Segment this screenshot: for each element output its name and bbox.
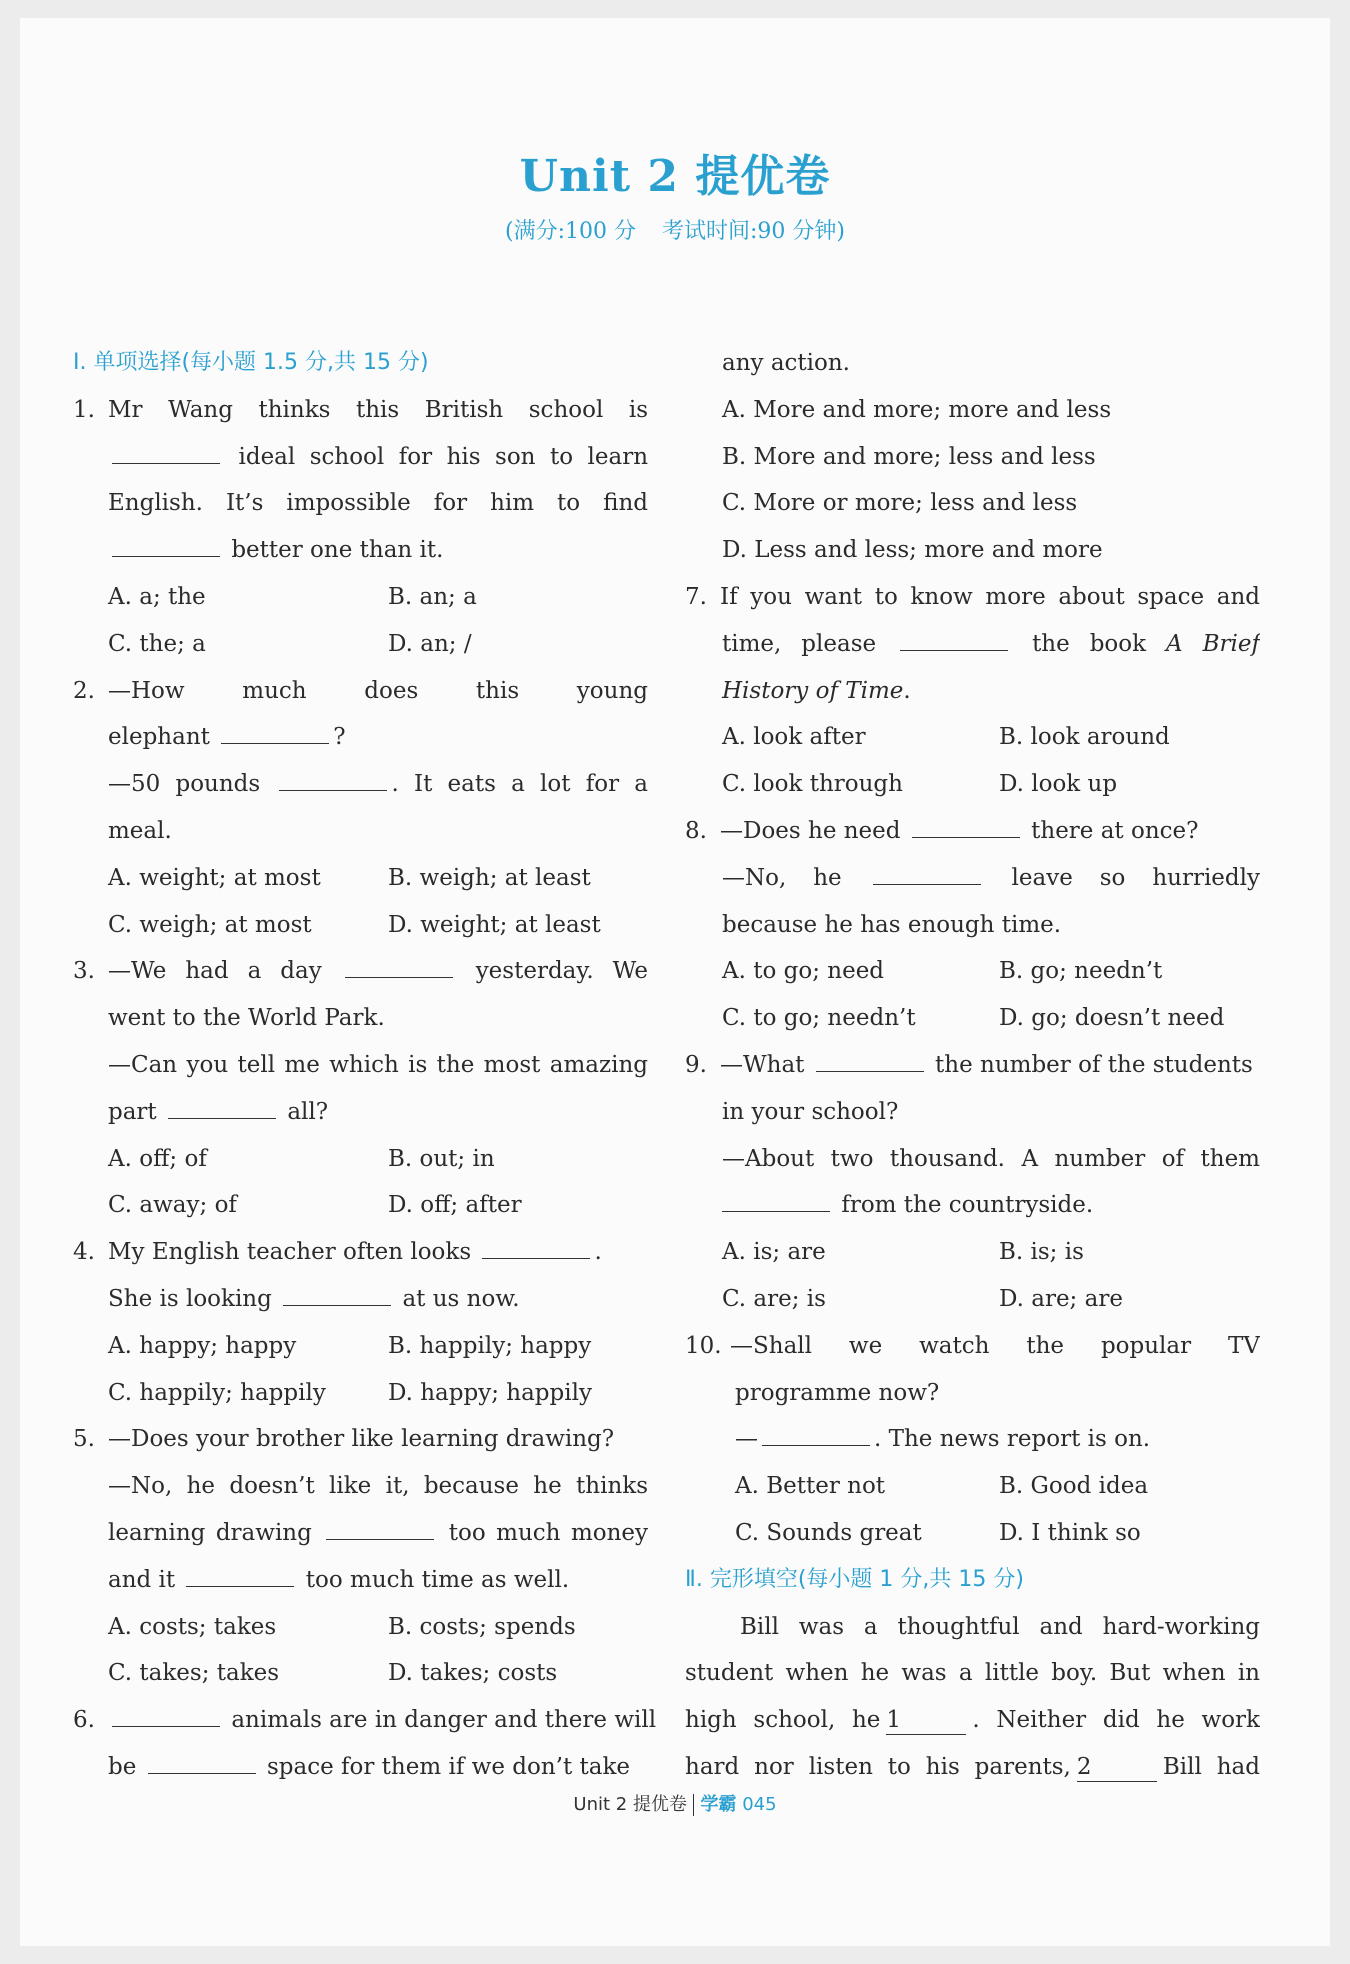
answer-blank[interactable]: [186, 1562, 294, 1587]
title-block: [0, 140, 1350, 245]
option-c[interactable]: C. the; a: [108, 630, 206, 657]
footer-unit: Unit 2 提优卷: [573, 1794, 687, 1815]
answer-blank[interactable]: [345, 953, 453, 978]
section2-heading: Ⅱ. 完形填空(每小题 1 分,共 15 分): [685, 1566, 1024, 1592]
option-b[interactable]: B. Good idea: [999, 1473, 1149, 1500]
answer-blank[interactable]: [112, 1702, 220, 1727]
right-column: [685, 340, 1260, 1791]
question-5: 5. —Does your brother like learning drawing? —No, he doesn’t like it, because he thinks learning drawing too much money and it too much time as well. A. costs; takes B. costs; spends C. takes; takes D. takes; costs: [73, 1416, 648, 1697]
answer-blank[interactable]: [221, 719, 329, 744]
option-c[interactable]: C. look through: [722, 771, 903, 798]
question-8: 8. —Does he need there at once? —No, he leave so hurriedly because he has enough time. A. to go; need B. go; needn’t C. to go; needn’t D. go; doesn’t need: [685, 808, 1260, 1042]
q3-number: 3.: [73, 958, 95, 985]
option-c[interactable]: C. weigh; at most: [108, 911, 312, 938]
exam-info: [0, 214, 1350, 245]
option-d[interactable]: D. weight; at least: [388, 911, 601, 938]
answer-blank[interactable]: [112, 439, 220, 464]
q8-number: 8.: [685, 817, 707, 844]
option-b[interactable]: B. an; a: [388, 583, 477, 610]
option-b[interactable]: B. out; in: [388, 1145, 495, 1172]
option-d[interactable]: D. takes; costs: [388, 1660, 558, 1687]
cloze-blank-1[interactable]: 1: [886, 1706, 966, 1735]
answer-blank[interactable]: [873, 860, 981, 885]
question-1: 1. Mr Wang thinks this British school is ideal school for his son to learn English. It’s impossible for him to find better one than it. A. a; the B. an; a C. the; a D. an; /: [73, 387, 648, 668]
option-a[interactable]: A. a; the: [108, 583, 206, 610]
option-d[interactable]: D. I think so: [999, 1519, 1141, 1546]
option-b[interactable]: B. happily; happy: [388, 1332, 592, 1359]
option-a[interactable]: A. look after: [722, 724, 866, 751]
option-a[interactable]: A. to go; need: [722, 958, 885, 985]
answer-blank[interactable]: [762, 1421, 870, 1446]
footer-divider: [693, 1794, 695, 1816]
question-4: 4. My English teacher often looks . She is looking at us now. A. happy; happy B. happily; happy C. happily; happily D. happy; happily: [73, 1229, 648, 1416]
q6-number: 6.: [73, 1707, 95, 1734]
answer-blank[interactable]: [283, 1281, 391, 1306]
question-7: 7. If you want to know more about space and time, please the book A Brief History of Time. A. look after B. look around C. look through D. look up: [685, 574, 1260, 808]
question-6: 6. animals are in danger and there will be space for them if we don’t take: [73, 1697, 648, 1791]
page-footer: [0, 1790, 1350, 1816]
option-a[interactable]: A. Better not: [735, 1473, 886, 1500]
option-a[interactable]: A. More and more; more and less: [722, 396, 1112, 423]
q1-number: 1.: [73, 396, 95, 423]
cloze-blank-2[interactable]: 2: [1077, 1753, 1157, 1782]
option-d[interactable]: D. an; /: [388, 630, 472, 657]
option-a[interactable]: A. off; of: [108, 1145, 207, 1172]
option-c[interactable]: C. are; is: [722, 1285, 826, 1312]
answer-blank[interactable]: [279, 766, 387, 791]
option-d[interactable]: D. off; after: [388, 1192, 522, 1219]
q2-number: 2.: [73, 677, 95, 704]
option-c[interactable]: C. to go; needn’t: [722, 1005, 916, 1032]
option-b[interactable]: B. is; is: [999, 1239, 1084, 1266]
section1-heading: Ⅰ. 单项选择(每小题 1.5 分,共 15 分): [73, 350, 429, 375]
footer-brand: 学霸: [700, 1794, 737, 1815]
option-d[interactable]: D. are; are: [999, 1285, 1123, 1312]
section2: Ⅱ. 完形填空(每小题 1 分,共 15 分) Bill was a thoughtful and hard-working student when he was a little boy. But when in high school, he 1 . Neither did he work hard nor listen to his parents, 2 Bill had: [685, 1557, 1260, 1791]
q9-number: 9.: [685, 1051, 707, 1078]
answer-blank[interactable]: [900, 626, 1008, 651]
option-c[interactable]: C. takes; takes: [108, 1660, 280, 1687]
page-title: Unit 2 提优卷: [519, 151, 831, 202]
question-10: 10. —Shall we watch the popular TV programme now? — . The news report is on. A. Better not B. Good idea C. Sounds great D. I think so: [685, 1323, 1260, 1557]
exam-time: 考试时间:90 分钟): [662, 219, 845, 244]
question-3: 3. —We had a day yesterday. We went to the World Park. —Can you tell me which is the most amazing part all? A. off; of B. out; in C. away; of D. off; after: [73, 948, 648, 1229]
option-a[interactable]: A. is; are: [722, 1239, 826, 1266]
option-a[interactable]: A. costs; takes: [108, 1613, 277, 1640]
question-6-cont: any action. A. More and more; more and less B. More and more; less and less C. More or more; less and less D. Less and less; more and more: [685, 340, 1260, 574]
full-score: (满分:100 分: [505, 219, 636, 244]
option-c[interactable]: C. More or more; less and less: [722, 490, 1078, 517]
option-b[interactable]: B. More and more; less and less: [722, 443, 1096, 470]
q10-number: 10.: [685, 1332, 722, 1359]
question-2: 2. —How much does this young elephant ? —50 pounds . It eats a lot for a meal. A. weight; at most B. weigh; at least C. weigh; at most D. weight; at least: [73, 668, 648, 949]
option-c[interactable]: C. happily; happily: [108, 1379, 326, 1406]
q5-number: 5.: [73, 1426, 95, 1453]
option-c[interactable]: C. Sounds great: [735, 1519, 922, 1546]
answer-blank[interactable]: [482, 1234, 590, 1259]
option-a[interactable]: A. weight; at most: [108, 864, 321, 891]
q4-number: 4.: [73, 1239, 95, 1266]
option-b[interactable]: B. look around: [999, 724, 1170, 751]
question-9: 9. —What the number of the students in your school? —About two thousand. A number of them from the countryside. A. is; are B. is; is C. are; is D. are; are: [685, 1042, 1260, 1323]
answer-blank[interactable]: [148, 1749, 256, 1774]
option-d[interactable]: D. look up: [999, 771, 1118, 798]
option-d[interactable]: D. Less and less; more and more: [722, 537, 1103, 564]
q1-options-ab: [73, 574, 648, 621]
option-c[interactable]: C. away; of: [108, 1192, 237, 1219]
option-d[interactable]: D. happy; happily: [388, 1379, 592, 1406]
option-a[interactable]: A. happy; happy: [108, 1332, 297, 1359]
page-number: 045: [742, 1794, 777, 1815]
option-b[interactable]: B. costs; spends: [388, 1613, 576, 1640]
answer-blank[interactable]: [326, 1515, 434, 1540]
option-b[interactable]: B. go; needn’t: [999, 958, 1163, 985]
answer-blank[interactable]: [912, 813, 1020, 838]
q1-options-cd: [73, 621, 648, 668]
answer-blank[interactable]: [112, 532, 220, 557]
option-b[interactable]: B. weigh; at least: [388, 864, 591, 891]
answer-blank[interactable]: [816, 1047, 924, 1072]
answer-blank[interactable]: [722, 1187, 830, 1212]
q7-number: 7.: [685, 583, 707, 610]
left-column: [73, 340, 657, 1791]
answer-blank[interactable]: [168, 1094, 276, 1119]
option-d[interactable]: D. go; doesn’t need: [999, 1005, 1225, 1032]
